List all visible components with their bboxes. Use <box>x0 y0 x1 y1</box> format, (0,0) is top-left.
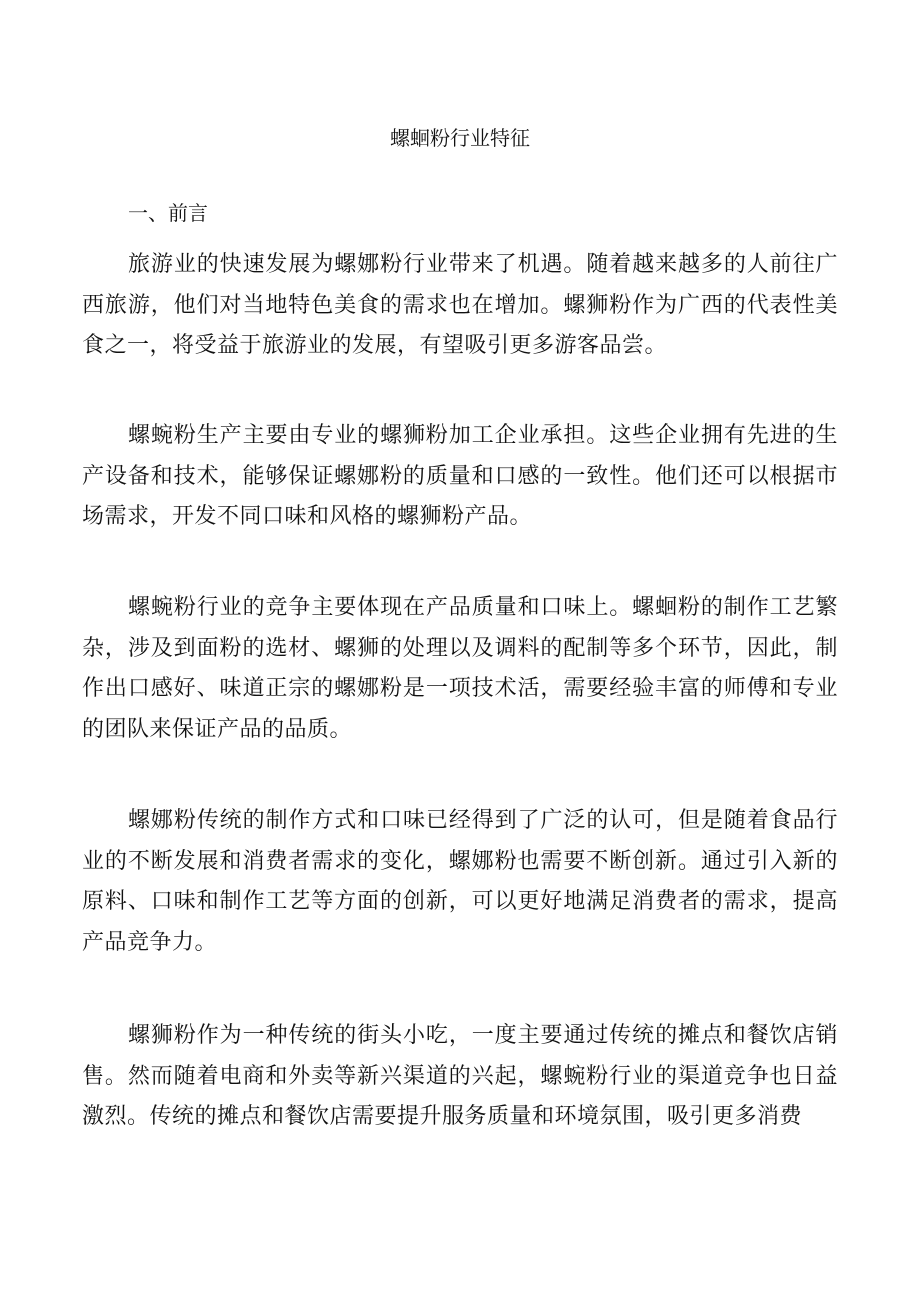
paragraph-3: 螺蜿粉行业的竞争主要体现在产品质量和口味上。螺蛔粉的制作工艺繁杂，涉及到面粉的选材、螺狮的处理以及调料的配制等多个环节，因此，制作出口感好、味道正宗的螺娜粉是一项技术活，需要经验丰富的师傅和专业的团队来保证产品的品质。 <box>82 595 838 742</box>
paragraph-4: 螺娜粉传统的制作方式和口味已经得到了广泛的认可，但是随着食品行业的不断发展和消费者需求的变化，螺娜粉也需要不断创新。通过引入新的原料、口味和制作工艺等方面的创新，可以更好地满足消费者的需求，提高产品竞争力。 <box>82 808 838 955</box>
document-title: 螺蛔粉行业特征 <box>390 126 530 150</box>
paragraph-1: 旅游业的快速发展为螺娜粉行业带来了机遇。随着越来越多的人前往广西旅游，他们对当地特色美食的需求也在增加。螺狮粉作为广西的代表性美食之一，将受益于旅游业的发展，有望吸引更多游客品尝。 <box>82 252 838 358</box>
paragraph-5: 螺狮粉作为一种传统的街头小吃，一度主要通过传统的摊点和餐饮店销售。然而随着电商和外卖等新兴渠道的兴起，螺蜿粉行业的渠道竞争也日益激烈。传统的摊点和餐饮店需要提升服务质量和环境氛围，吸引更多消费 <box>82 1023 838 1129</box>
section-heading: 一、前言 <box>128 201 208 225</box>
paragraph-2: 螺蜿粉生产主要由专业的螺狮粉加工企业承担。这些企业拥有先进的生产设备和技术，能够保证螺娜粉的质量和口感的一致性。他们还可以根据市场需求，开发不同口味和风格的螺狮粉产品。 <box>82 423 838 529</box>
